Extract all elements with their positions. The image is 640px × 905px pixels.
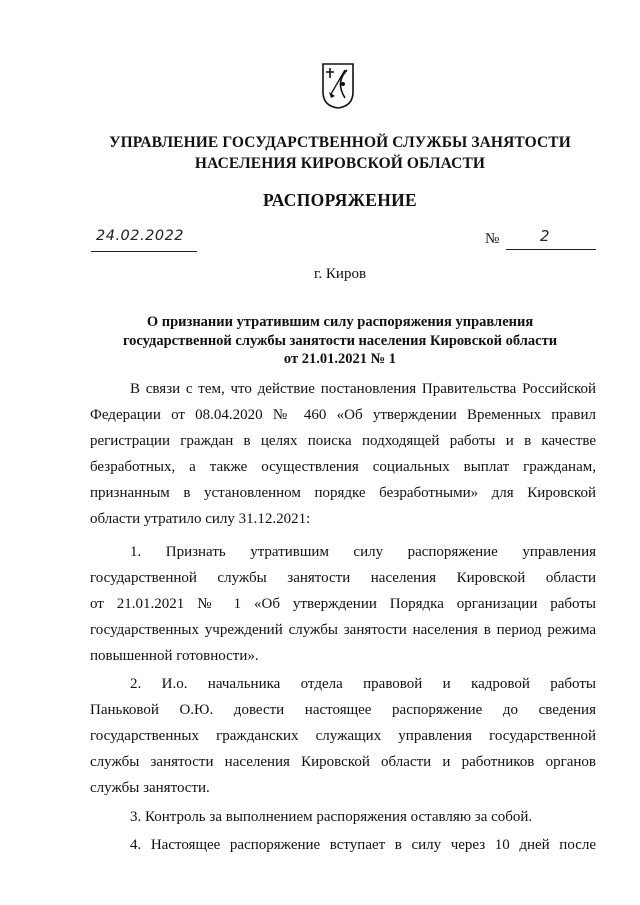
body-line: государственных гражданских служащих управления государственной — [90, 728, 596, 744]
number-label: № — [485, 231, 500, 247]
body-line: повышенной готовности». — [90, 648, 259, 664]
body-line: регистрации граждан в целях поиска подходящей работы и в качестве — [90, 433, 596, 449]
body-line: государственной службы занятости населения Кировской области — [90, 570, 596, 586]
document-number: 2 — [540, 227, 550, 245]
body-line: области утратило силу 31.12.2021: — [90, 511, 311, 527]
body-line: безработных, а также осуществления социальных выплат гражданам, — [90, 459, 596, 475]
body-line: Федерации от 08.04.2020 № 460 «Об утверждении Временных правил — [90, 407, 596, 423]
body-line: службы занятости населения Кировской области и работников органов — [90, 754, 596, 770]
document-date: 24.02.2022 — [96, 228, 185, 244]
document-title-line3: от 21.01.2021 № 1 — [283, 351, 397, 367]
body-line: В связи с тем, что действие постановления Правительства Российской — [130, 381, 596, 397]
body-line: 3. Контроль за выполнением распоряжения оставляю за собой. — [130, 809, 533, 825]
body-line: 2. И.о. начальника отдела правовой и кадровой работы — [130, 676, 596, 692]
body-line: 1. Признать утратившим силу распоряжение управления — [130, 544, 596, 560]
body-line: от 21.01.2021 № 1 «Об утверждении Порядка организации работы — [90, 596, 596, 612]
organization-name-line1: УПРАВЛЕНИЕ ГОСУДАРСТВЕННОЙ СЛУЖБЫ ЗАНЯТОСТИ — [109, 134, 571, 151]
body-line: службы занятости. — [90, 780, 210, 796]
coat-of-arms-icon — [321, 62, 355, 110]
document-title-line1: О признании утратившим силу распоряжения управления — [146, 314, 534, 330]
document-type: РАСПОРЯЖЕНИЕ — [262, 190, 417, 210]
body-line: Паньковой О.Ю. довести настоящее распоряжение до сведения — [90, 702, 596, 718]
date-underline — [91, 251, 197, 252]
document-title-line2: государственной службы занятости населения Кировской области — [122, 333, 558, 349]
number-underline — [506, 249, 596, 250]
city: г. Киров — [313, 266, 367, 282]
body-line: признанным в установленном порядке безработными» для Кировской — [90, 485, 596, 501]
body-line: государственных учреждений службы занятости населения в период режима — [90, 622, 596, 638]
organization-name-line2: НАСЕЛЕНИЯ КИРОВСКОЙ ОБЛАСТИ — [194, 155, 486, 172]
body-line: 4. Настоящее распоряжение вступает в силу через 10 дней после — [130, 837, 596, 853]
